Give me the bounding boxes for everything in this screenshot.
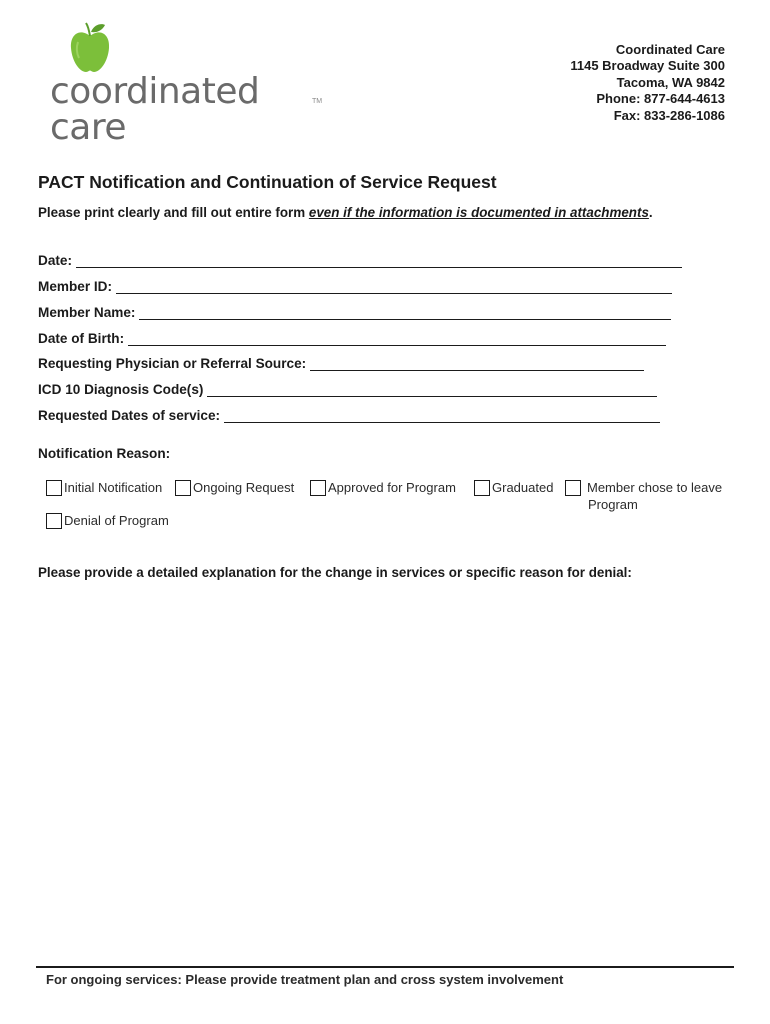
checkbox[interactable] (175, 480, 191, 496)
option-label: Program (588, 497, 638, 512)
checkbox[interactable] (46, 480, 62, 496)
checkbox[interactable] (565, 480, 581, 496)
physician-label: Requesting Physician or Referral Source: (38, 356, 307, 371)
service-dates-input-line[interactable] (224, 406, 660, 423)
checkbox[interactable] (310, 480, 326, 496)
option-denial-of-program[interactable] (46, 513, 169, 529)
explanation-prompt: Please provide a detailed explanation for the change in services or specific reason for denial: (38, 565, 632, 580)
member-name-input-line[interactable] (139, 303, 671, 320)
address-fax: Fax: 833-286-1086 (613, 107, 725, 123)
member-name-label: Member Name: (38, 305, 136, 320)
dob-label: Date of Birth: (38, 331, 125, 346)
notification-reason-label: Notification Reason: (38, 446, 171, 461)
member-id-label: Member ID: (38, 279, 113, 294)
option-member-left[interactable] (565, 480, 722, 496)
contact-address (570, 42, 725, 124)
address-city: Tacoma, WA 9842 (616, 74, 725, 90)
checkbox[interactable] (474, 480, 490, 496)
logo-wordmark: coordinated care (50, 71, 260, 148)
service-dates-label: Requested Dates of service: (38, 408, 221, 423)
apple-icon (70, 22, 110, 74)
service-dates-field[interactable] (38, 403, 660, 423)
instructions-emphasis: even if the information is documented in attachments (308, 205, 649, 220)
physician-input-line[interactable] (310, 354, 644, 371)
option-initial-notification[interactable] (46, 480, 162, 496)
option-label: Member chose to leave (587, 480, 723, 495)
address-street: 1145 Broadway Suite 300 (570, 58, 725, 74)
address-name: Coordinated Care (615, 42, 725, 57)
option-ongoing-request[interactable] (175, 480, 294, 496)
option-member-left-line2 (588, 497, 638, 512)
address-phone: Phone: 877-644-4613 (596, 91, 725, 107)
icd-label: ICD 10 Diagnosis Code(s) (38, 382, 204, 397)
option-label: Graduated (492, 480, 554, 495)
company-logo (50, 22, 340, 148)
icd-field[interactable] (38, 377, 657, 397)
option-approved-for-program[interactable] (310, 480, 456, 496)
option-label: Approved for Program (328, 480, 456, 495)
option-graduated[interactable] (474, 480, 553, 496)
footer-divider (36, 966, 734, 968)
dob-field[interactable] (38, 326, 666, 346)
option-label: Initial Notification (64, 480, 163, 495)
member-name-field[interactable] (38, 300, 671, 320)
option-label: Ongoing Request (193, 480, 295, 495)
dob-input-line[interactable] (128, 329, 666, 346)
member-id-field[interactable] (38, 274, 672, 294)
trademark-mark: TM (312, 98, 323, 105)
option-label: Denial of Program (64, 513, 169, 528)
date-label: Date: (38, 253, 72, 268)
date-input-line[interactable] (76, 251, 682, 268)
instructions-suffix: . (648, 205, 653, 220)
checkbox[interactable] (46, 513, 62, 529)
icd-input-line[interactable] (207, 380, 657, 397)
instructions-prefix: Please print clearly and fill out entire form (38, 205, 309, 220)
form-title: PACT Notification and Continuation of Service Request (38, 172, 497, 192)
date-field[interactable] (38, 248, 682, 268)
member-id-input-line[interactable] (116, 277, 672, 294)
form-instructions (38, 205, 653, 220)
physician-field[interactable] (38, 351, 644, 371)
footer-note: For ongoing services: Please provide treatment plan and cross system involvement (46, 972, 564, 987)
